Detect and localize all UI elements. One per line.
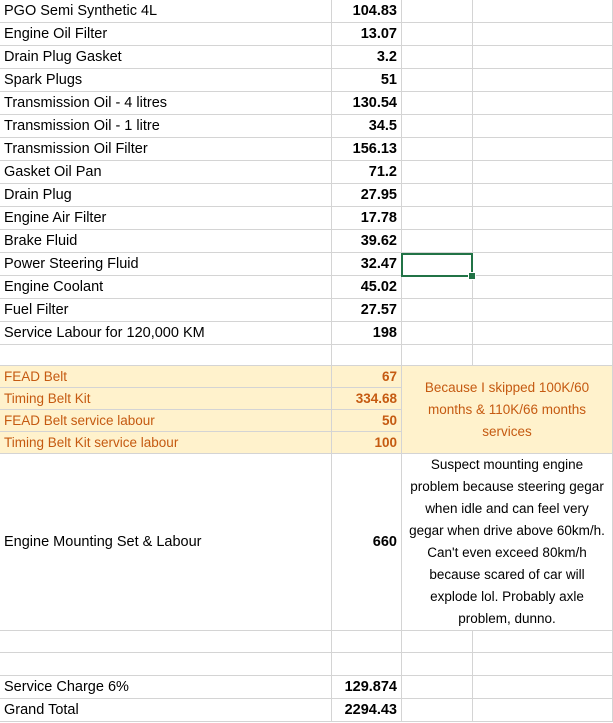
item-cell[interactable]: Spark Plugs <box>0 69 332 92</box>
empty-cell[interactable] <box>402 115 473 138</box>
empty-cell[interactable] <box>473 230 613 253</box>
empty-cell[interactable] <box>473 138 613 161</box>
cost-cell[interactable]: 198 <box>332 322 402 345</box>
empty-cell[interactable] <box>402 23 473 46</box>
empty-cell[interactable] <box>402 230 473 253</box>
item-cell[interactable]: Drain Plug Gasket <box>0 46 332 69</box>
empty-cell[interactable] <box>402 69 473 92</box>
skipped-cost-cell[interactable]: 100 <box>332 432 402 454</box>
empty-cell[interactable] <box>402 345 473 366</box>
empty-cell[interactable] <box>473 322 613 345</box>
empty-cell[interactable] <box>0 631 332 653</box>
item-cell[interactable]: Engine Oil Filter <box>0 23 332 46</box>
grand-total-label[interactable]: Grand Total <box>0 699 332 722</box>
cost-cell[interactable]: 17.78 <box>332 207 402 230</box>
grand-total-value[interactable]: 2294.43 <box>332 699 402 722</box>
empty-cell[interactable] <box>473 92 613 115</box>
cost-cell[interactable]: 27.57 <box>332 299 402 322</box>
item-cell[interactable]: Brake Fluid <box>0 230 332 253</box>
skipped-item-cell[interactable]: FEAD Belt <box>0 366 332 388</box>
service-charge-value[interactable]: 129.874 <box>332 676 402 699</box>
cost-cell[interactable]: 51 <box>332 69 402 92</box>
mounting-cost-cell[interactable]: 660 <box>332 454 402 631</box>
empty-cell[interactable] <box>473 345 613 366</box>
cost-cell[interactable]: 27.95 <box>332 184 402 207</box>
cost-cell[interactable]: 34.5 <box>332 115 402 138</box>
item-cell[interactable]: Fuel Filter <box>0 299 332 322</box>
empty-cell[interactable] <box>473 184 613 207</box>
cost-cell[interactable]: 32.47 <box>332 253 402 276</box>
skipped-item-cell[interactable]: FEAD Belt service labour <box>0 410 332 432</box>
empty-cell[interactable] <box>473 161 613 184</box>
empty-cell[interactable] <box>473 276 613 299</box>
empty-cell[interactable] <box>0 653 332 676</box>
item-cell[interactable]: Transmission Oil - 4 litres <box>0 92 332 115</box>
empty-cell[interactable] <box>402 631 473 653</box>
empty-cell[interactable] <box>473 631 613 653</box>
mounting-note-cell[interactable]: Suspect mounting engine problem because steering gegar when idle and can feel very gegar when drive above 60km/h. Can't even exceed 80km/h because scared of car will explode lol. Probably axle problem, dunno. <box>402 454 613 631</box>
empty-cell[interactable] <box>402 46 473 69</box>
empty-cell[interactable] <box>332 631 402 653</box>
empty-cell[interactable] <box>473 653 613 676</box>
empty-cell[interactable] <box>402 161 473 184</box>
item-cell[interactable]: Gasket Oil Pan <box>0 161 332 184</box>
cost-cell[interactable]: 104.83 <box>332 0 402 23</box>
active-cell-selection[interactable] <box>401 253 473 277</box>
empty-cell[interactable] <box>473 207 613 230</box>
empty-cell[interactable] <box>402 299 473 322</box>
skipped-cost-cell[interactable]: 334.68 <box>332 388 402 410</box>
item-cell[interactable]: Power Steering Fluid <box>0 253 332 276</box>
empty-cell[interactable] <box>332 653 402 676</box>
item-cell[interactable]: PGO Semi Synthetic 4L <box>0 0 332 23</box>
empty-cell[interactable] <box>332 345 402 366</box>
cost-cell[interactable]: 3.2 <box>332 46 402 69</box>
empty-cell[interactable] <box>402 0 473 23</box>
cost-cell[interactable]: 71.2 <box>332 161 402 184</box>
empty-cell[interactable] <box>473 115 613 138</box>
skipped-cost-cell[interactable]: 50 <box>332 410 402 432</box>
item-cell[interactable]: Transmission Oil Filter <box>0 138 332 161</box>
cost-cell[interactable]: 45.02 <box>332 276 402 299</box>
skipped-cost-cell[interactable]: 67 <box>332 366 402 388</box>
item-cell[interactable]: Engine Coolant <box>0 276 332 299</box>
empty-cell[interactable] <box>473 299 613 322</box>
empty-cell[interactable] <box>402 184 473 207</box>
empty-cell[interactable] <box>402 699 473 722</box>
empty-cell[interactable] <box>402 276 473 299</box>
empty-cell[interactable] <box>473 253 613 276</box>
service-charge-label[interactable]: Service Charge 6% <box>0 676 332 699</box>
empty-cell[interactable] <box>402 207 473 230</box>
cost-cell[interactable]: 156.13 <box>332 138 402 161</box>
skipped-item-cell[interactable]: Timing Belt Kit service labour <box>0 432 332 454</box>
fill-handle[interactable] <box>468 272 476 280</box>
empty-cell[interactable] <box>473 0 613 23</box>
empty-cell[interactable] <box>473 46 613 69</box>
empty-cell[interactable] <box>402 676 473 699</box>
empty-cell[interactable] <box>402 92 473 115</box>
item-cell[interactable]: Service Labour for 120,000 KM <box>0 322 332 345</box>
cost-cell[interactable]: 39.62 <box>332 230 402 253</box>
mounting-item-cell[interactable]: Engine Mounting Set & Labour <box>0 454 332 631</box>
empty-cell[interactable] <box>402 653 473 676</box>
empty-cell[interactable] <box>473 23 613 46</box>
empty-cell[interactable] <box>402 138 473 161</box>
skipped-item-cell[interactable]: Timing Belt Kit <box>0 388 332 410</box>
item-cell[interactable]: Transmission Oil - 1 litre <box>0 115 332 138</box>
empty-cell[interactable] <box>402 322 473 345</box>
cost-cell[interactable]: 13.07 <box>332 23 402 46</box>
empty-cell[interactable] <box>473 676 613 699</box>
empty-cell[interactable] <box>473 69 613 92</box>
empty-cell[interactable] <box>0 345 332 366</box>
item-cell[interactable]: Drain Plug <box>0 184 332 207</box>
skipped-note-cell[interactable]: Because I skipped 100K/60 months & 110K/66 months services <box>402 366 613 454</box>
item-cell[interactable]: Engine Air Filter <box>0 207 332 230</box>
cost-cell[interactable]: 130.54 <box>332 92 402 115</box>
empty-cell[interactable] <box>473 699 613 722</box>
